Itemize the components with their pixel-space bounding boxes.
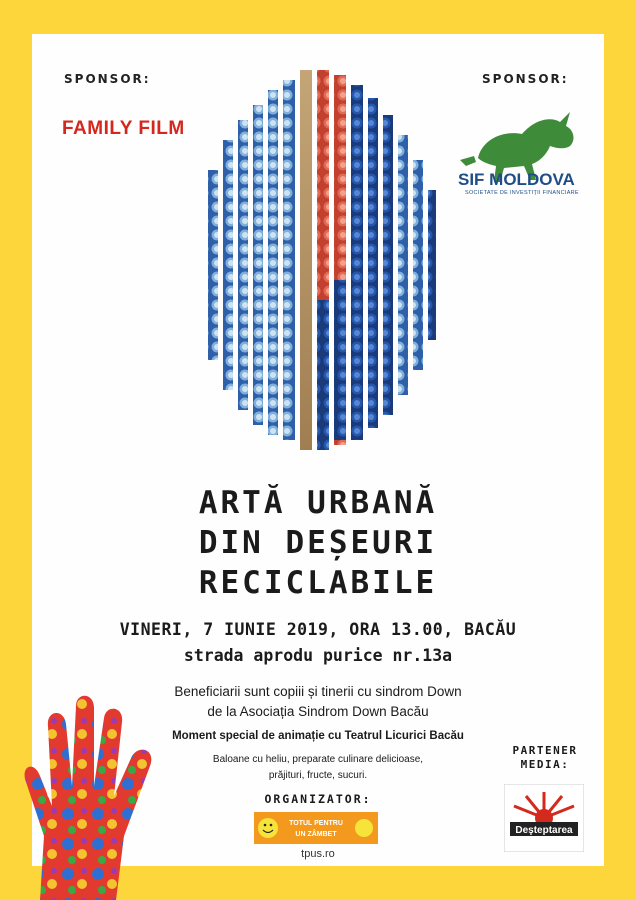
beneficiaries-line-2: de la Asociația Sindrom Down Bacău <box>207 704 429 719</box>
organizer-logo <box>254 812 378 844</box>
bottle-cap-art-image <box>168 60 468 460</box>
sif-moldova-logo-text: SIF MOLDOVA <box>458 170 575 189</box>
extras-line-2: prăjituri, fructe, sucuri. <box>268 770 368 781</box>
moment-text: Moment special de animație cu Teatrul Licurici Bacău <box>172 730 464 742</box>
organizer-label: ORGANIZATOR: <box>264 792 372 806</box>
title-line-2: DIN DEȘEURI <box>198 525 438 561</box>
sif-moldova-subtitle: SOCIETATE DE INVESTIȚII FINANCIARE <box>465 190 579 196</box>
event-street: strada aprodu purice nr.13a <box>183 646 453 665</box>
family-film-logo: FAMILY FILM <box>62 118 185 139</box>
partner-label-line-2: MEDIA: <box>520 758 570 771</box>
sponsor-label-right: SPONSOR: <box>482 72 569 86</box>
title-line-3: RECICLABILE <box>198 565 438 601</box>
extras-line-1: Baloane cu heliu, preparate culinare delicioase, <box>212 754 424 765</box>
event-date: VINERI, 7 IUNIE 2019, ORA 13.00, BACĂU <box>119 620 517 639</box>
smiley-icon <box>258 818 278 838</box>
partner-label-line-1: PARTENER <box>512 744 578 757</box>
hand-art-image <box>0 686 170 900</box>
svg-text:TOTUL PENTRU: TOTUL PENTRU <box>289 820 343 827</box>
sun-logo-icon <box>355 819 373 837</box>
desteptarea-logo <box>504 784 584 852</box>
sponsor-label-left: SPONSOR: <box>64 72 151 86</box>
bull-logo-icon <box>452 100 592 220</box>
title-line-1: ARTĂ URBANĂ <box>198 485 438 521</box>
svg-text:Deşteptarea: Deşteptarea <box>515 825 573 836</box>
partner-media-label <box>500 744 590 772</box>
beneficiaries-line-1: Beneficiarii sunt copiii și tinerii cu sindrom Down <box>174 684 462 699</box>
website-link[interactable]: tpus.ro <box>301 848 335 860</box>
svg-text:UN ZÂMBET: UN ZÂMBET <box>295 831 337 838</box>
